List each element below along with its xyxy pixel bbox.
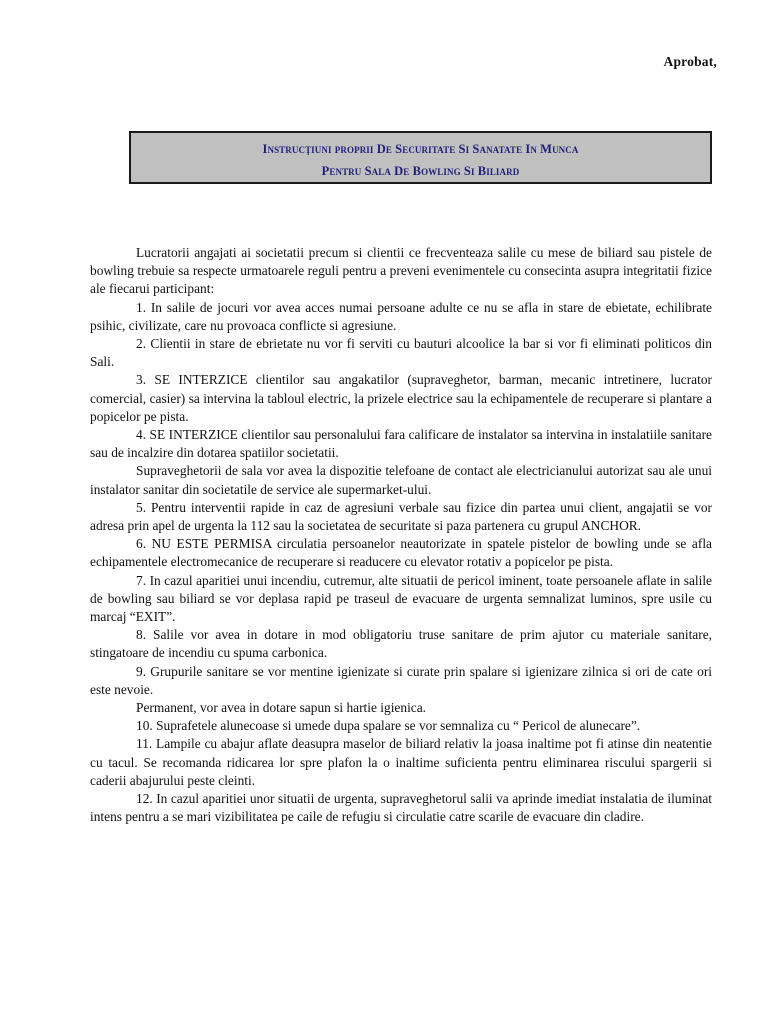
rule-6-paragraph: 6. NU ESTE PERMISA circulatia persoanelor neautorizate in spatele pistelor de bowling unde se afla echipamentele electromecanice de recuperare si readucere cu elevator rotativ a popicelor pe pista. [90, 536, 712, 570]
rule-2-paragraph: 2. Clientii in stare de ebrietate nu vor fi serviti cu bauturi alcoolice la bar si vor fi eliminati politicos din Sali. [90, 336, 712, 370]
title-line-2: Pentru Sala De Bowling Si Biliard [321, 164, 520, 178]
body-text [90, 244, 712, 827]
rule-10-paragraph: 10. Suprafetele alunecoase si umede dupa spalare se vor semnaliza cu “ Pericol de alunecare”. [136, 718, 641, 734]
rule-12-paragraph: 12. In cazul aparitiei unor situatii de urgenta, supraveghetorul salii va aprinde imediat instalatia de iluminat intens pentru a se mari vizibilitatea pe caile de refugiu si circulatie catre scarile de evacuare din cladire. [90, 791, 712, 825]
rule-7-paragraph: 7. In cazul aparitiei unui incendiu, cutremur, alte situatii de pericol iminent, toate persoanele aflate in salile de bowling sau biliard se vor deplasa rapid pe traseul de evacuare de urgenta semnalizat luminos, spre usile cu marcaj “EXIT”. [90, 572, 712, 625]
permanent-paragraph: Permanent, vor avea in dotare sapun si hartie igienica. [136, 700, 427, 716]
rule-1-paragraph: 1. In salile de jocuri vor avea acces numai persoane adulte ce nu se afla in stare de ebietate, echilibrate psihic, civilizate, care nu provoaca conflicte si agresiune. [90, 299, 712, 333]
rule-3-paragraph: 3. SE INTERZICE clientilor sau angakatilor (supraveghetor, barman, mecanic intretinere, lucrator comercial, casier) sa intervina la tabloul electric, la prizele electrice sau la echipamentele de recuperare si plantare a popicelor pe pista. [90, 372, 712, 424]
approved-label: Aprobat, [663, 54, 717, 69]
rule-11-paragraph: 11. Lampile cu abajur aflate deasupra maselor de biliard relativ la joasa inaltime pot fi atinse din neatentie cu tacul. Se recomanda ridicarea lor spre plafon la o inaltime suficienta pentru eliminarea riscului spargerii si caderii abajurului peste cleinti. [90, 736, 712, 788]
rule-4-paragraph: 4. SE INTERZICE clientilor sau personalului fara calificare de instalator sa intervina in instalatiile sanitare sau de incalzire din dotarea spatiilor societatii. [90, 427, 712, 461]
rule-9-paragraph: 9. Grupurile sanitare se vor mentine igienizate si curate prin spalare si igienizare zilnica si ori de cate ori este nevoie. [90, 663, 712, 697]
supervisors-paragraph: Supraveghetorii de sala vor avea la dispozitie telefoane de contact ale electricianului autorizat sau ale unui instalator sanitar din societatile de service ale supermarket-ului. [90, 463, 712, 497]
rule-5-paragraph: 5. Pentru interventii rapide in caz de agresiuni verbale sau fizice din partea unui client, angajatii se vor adresa prin apel de urgenta la 112 sau la societatea de securitate si paza partenera cu grupul ANCHOR. [90, 499, 712, 534]
title-line-1: Instrucţiuni proprii De Securitate Si Sanatate In Munca [262, 142, 579, 156]
title-box [129, 131, 712, 184]
intro-paragraph: Lucratorii angajati ai societatii precum si clientii ce frecventeaza salile cu mese de biliard sau pistele de bowling trebuie sa respecte urmatoarele reguli pentru a preveni evenimentele cu consecinta asupra integritatii fizice ale fiecarui participant: [90, 245, 712, 297]
rule-8-paragraph: 8. Salile vor avea in dotare in mod obligatoriu truse sanitare de prim ajutor cu materiale sanitare, stingatoare de incendiu cu spuma carbonica. [90, 627, 712, 661]
